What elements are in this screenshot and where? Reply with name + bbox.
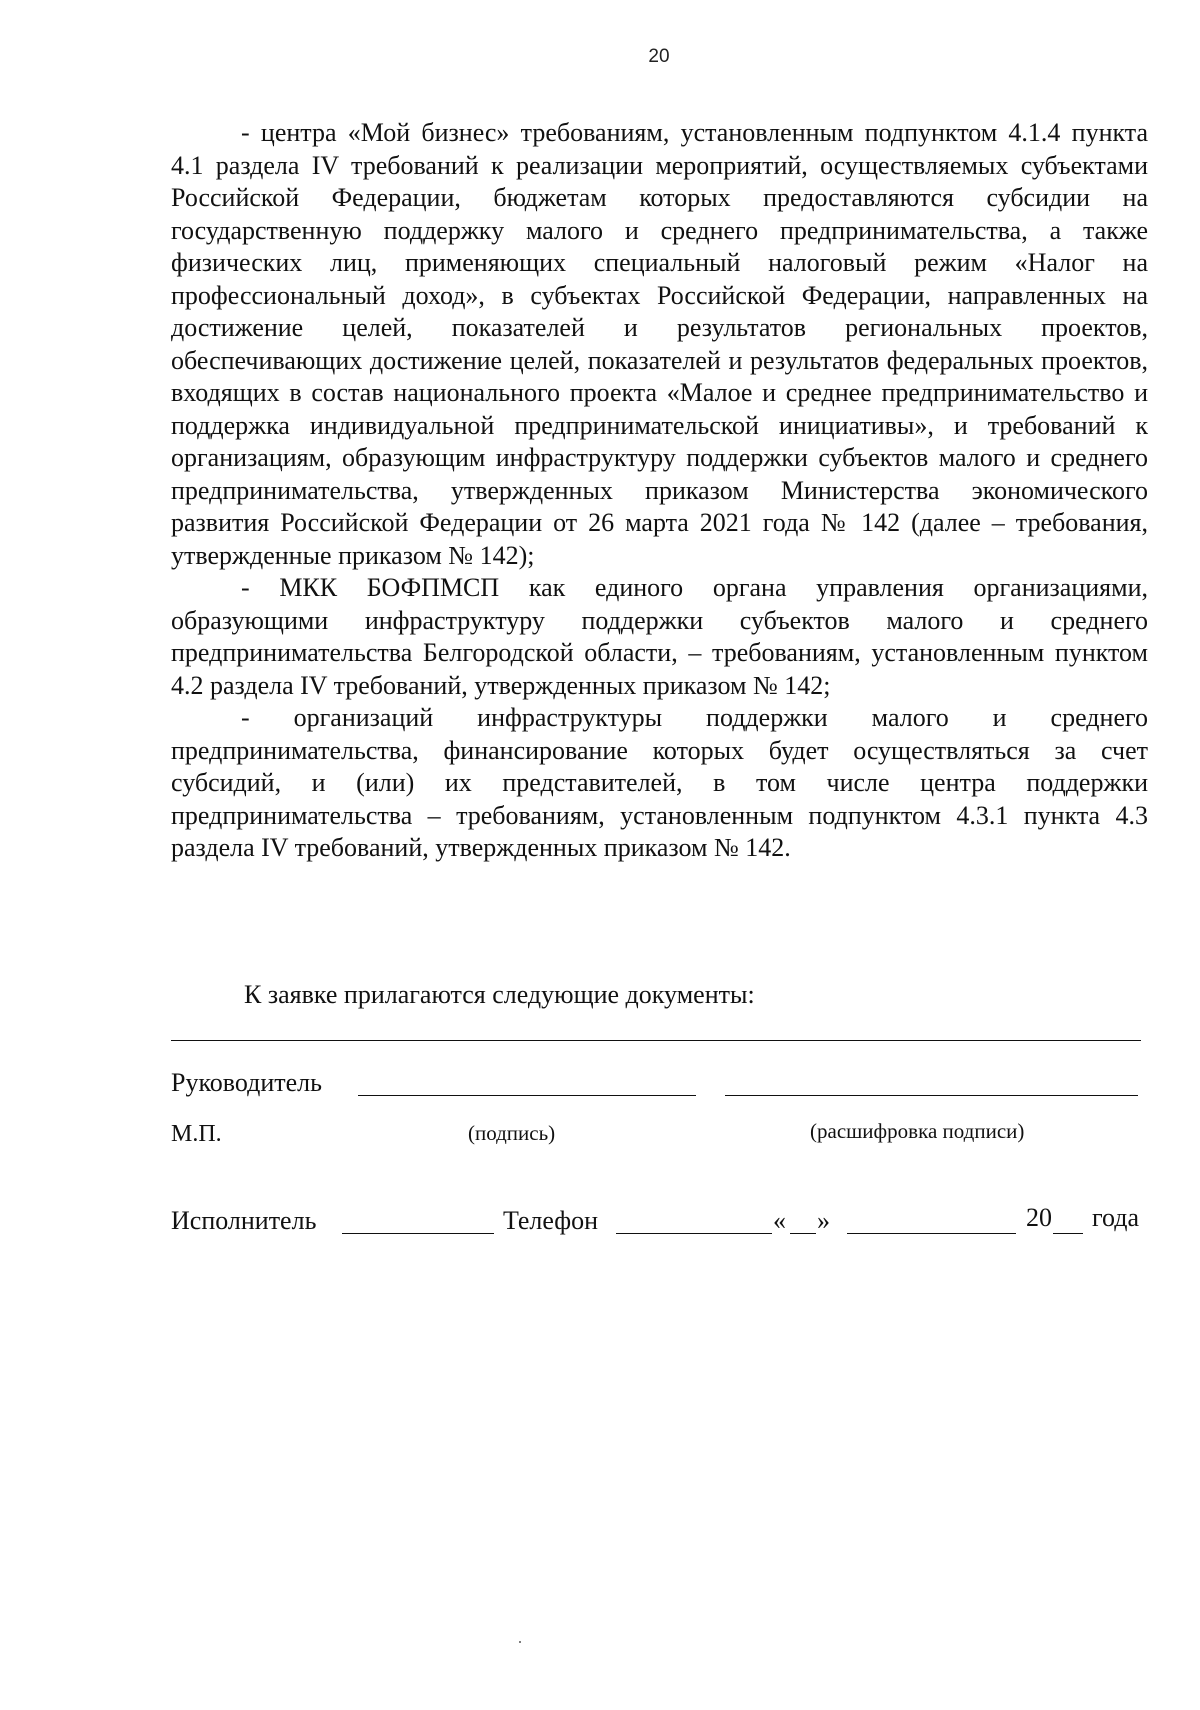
paragraph-my-business-center: - центра «Мой бизнес» требованиям, установленным подпунктом 4.1.4 пункта 4.1 раздела IV требований к реализации мероприятий, осуществляемых субъектами Российской Федерации, бюджетам которых предоставляются субсидии на государственную поддержку малого и среднего предпринимательства, а также физических лиц, применяющих специальный налоговый режим «Налог на профессиональный доход», в субъектах Российской Федерации, направленных на достижение целей, показателей и результатов региональных проектов, обеспечивающих достижение целей, показателей и результатов федеральных проектов, входящих в состав национального проекта «Малое и среднее предпринимательство и поддержка индивидуальной предпринимательской инициативы», и требований к организациям, образующим инфраструктуру поддержки субъектов малого и среднего предпринимательства, утвержденных приказом Министерства экономического развития Российской Федерации от 26 марта 2021 года № 142 (далее – требования, утвержденные приказом № 142); [171, 118, 1148, 570]
signature-line [358, 1095, 696, 1096]
document-body [171, 117, 1148, 865]
scan-speck [519, 1641, 521, 1643]
month-line [847, 1233, 1016, 1234]
attachments-line [171, 1040, 1141, 1041]
signature-decoding-line [725, 1095, 1138, 1096]
attachments-label: К заявке прилагаются следующие документы: [244, 980, 755, 1009]
page-number: 20 [648, 46, 670, 67]
stamp-label: М.П. [171, 1121, 222, 1147]
head-label: Руководитель [171, 1068, 322, 1097]
signature-caption: (подпись) [468, 1121, 556, 1145]
paragraph-mkk-bofpmsp: - МКК БОФПМСП как единого органа управления организациями, образующими инфраструктуру поддержки субъектов малого и среднего предпринимательства Белгородской области, – требованиям, установленным пунктом 4.2 раздела IV требований, утвержденных приказом № 142; [171, 573, 1148, 700]
phone-label: Телефон [503, 1206, 599, 1235]
phone-line [616, 1233, 772, 1234]
paragraph-infrastructure-organizations: - организаций инфраструктуры поддержки малого и среднего предпринимательства, финансирование которых будет осуществляться за счет субсидий, и (или) их представителей, в том числе центра поддержки предпринимательства – требованиям, установленным подпунктом 4.3.1 пункта 4.3 раздела IV требований, утвержденных приказом № 142. [171, 703, 1148, 862]
year-suffix: года [1092, 1203, 1140, 1232]
date-quote-open: « [773, 1206, 786, 1235]
executor-label: Исполнитель [171, 1206, 317, 1235]
year-prefix: 20 [1026, 1203, 1052, 1232]
executor-line [342, 1233, 494, 1234]
year-line [1053, 1233, 1083, 1234]
decoding-caption: (расшифровка подписи) [810, 1119, 1025, 1143]
date-quote-close: » [817, 1206, 830, 1235]
day-line [790, 1233, 816, 1234]
